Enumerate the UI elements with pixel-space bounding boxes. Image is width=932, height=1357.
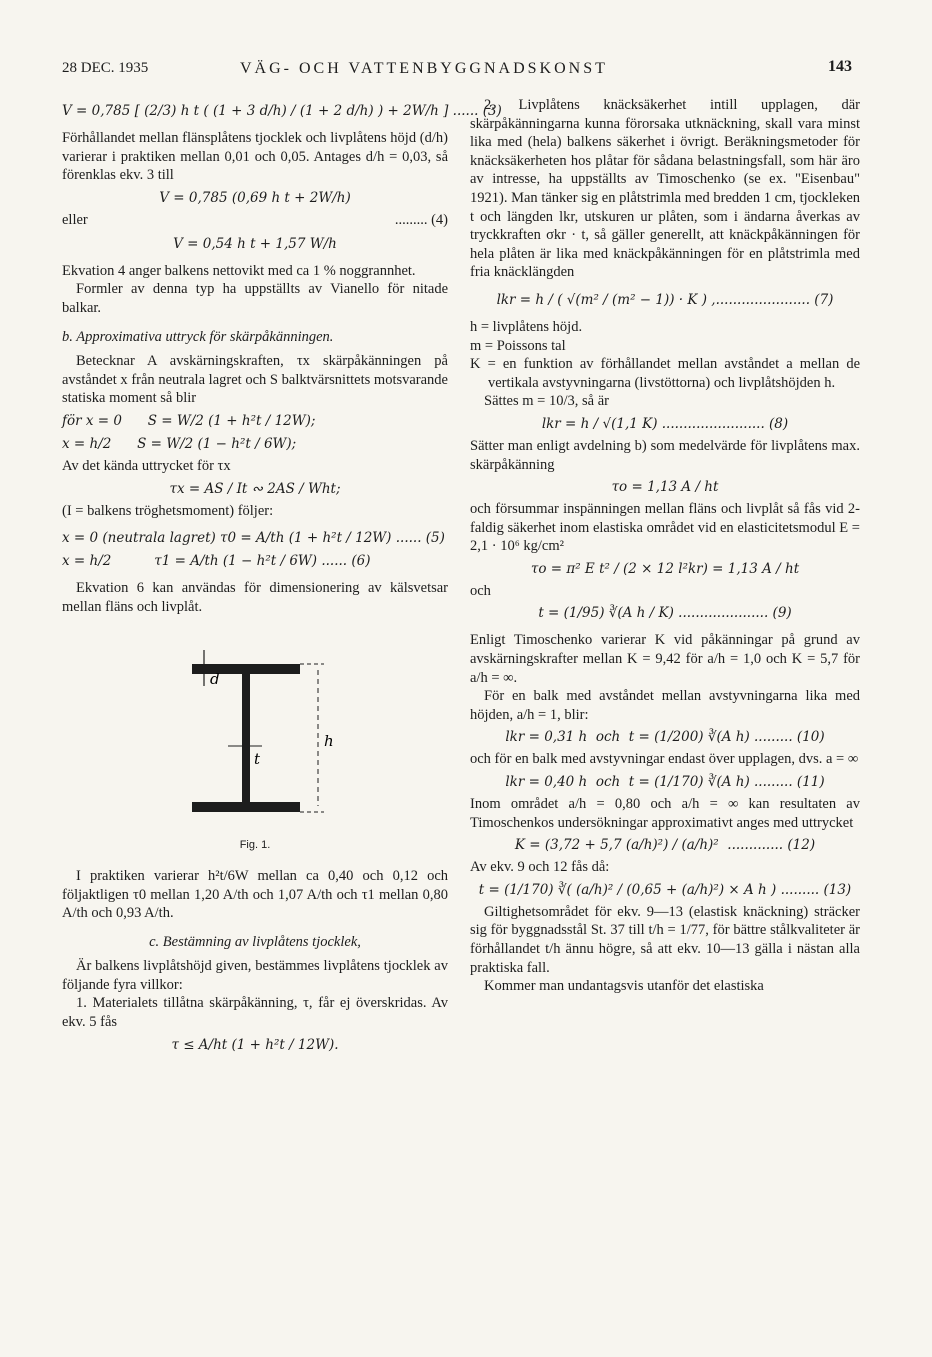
- equation-4-row: [62, 211, 448, 231]
- paragraph: Giltighetsområdet för ekv. 9—13 (elastisk knäckning) sträcker sig för byggnadsstål St. 37 till t/h = 1/77, för bättre stålkvaliteter är förhållandet t/h ännu högre, så att ekv. 10—13 gälla i nästan alla praktiska fall.: [470, 903, 860, 976]
- paragraph: I praktiken varierar h²t/6W mellan ca 0,40 och 0,12 och följaktligen τ0 mellan 1,20 A/th och 1,07 A/th och τ1 mellan 0,80 A/th och 0,93 A/th.: [62, 867, 448, 922]
- equation-final: τ ≤ A/ht (1 + h²t / 12W).: [171, 1036, 339, 1053]
- equation-7: lkr = h / ( √(m² / (m² − 1)) · K ) ,...................... (7): [496, 291, 834, 308]
- issue-date: 28 DEC. 1935: [62, 60, 149, 76]
- equation-3: V = 0,785 [ (2/3) h t ( (1 + 3 d/h) / (1 + 2 d/h) ) + 2W/h ] ...... (3): [62, 103, 502, 119]
- equation-s2: x = h/2 S = W/2 (1 − h²t / 6W);: [62, 435, 297, 452]
- paragraph: Ekvation 4 anger balkens nettovikt med ca 1 % noggrannhet.: [62, 262, 416, 279]
- paragraph: Är balkens livplåtshöjd given, bestämmes livplåtens tjocklek av följande fyra villkor:: [62, 958, 448, 993]
- equation-6: x = h/2 τ1 = A/th (1 − h²t / 6W) ...... (6): [62, 553, 371, 570]
- definition: K = en funktion av förhållandet mellan avståndet a mellan de vertikala avstyvningarna (livstöttorna) och livplåtshöjden h.: [470, 356, 860, 391]
- paragraph: (I = balkens tröghetsmoment) följer:: [62, 502, 274, 519]
- paragraph: och: [470, 582, 491, 599]
- equation-4a: V = 0,785 (0,69 h t + 2W/h): [159, 189, 351, 206]
- paragraph: Sättes m = 10/3, så är: [484, 393, 609, 410]
- paragraph: Enligt Timoschenko varierar K vid påkänningar på grund av avskärningskrafter mellan K = 9,42 för a/h = 1,0 och K = 5,7 för a/h = ∞.: [470, 632, 860, 686]
- equation-9: t = (1/95) ∛(A h / K) ..................... (9): [538, 605, 792, 622]
- definition: m = Poissons tal: [470, 337, 566, 354]
- equation-8: lkr = h / √(1,1 K) ........................ (8): [541, 415, 789, 432]
- bottom-flange: [192, 802, 300, 812]
- right-column: [470, 96, 860, 996]
- paragraph: 2. Livplåtens knäcksäkerhet intill upplagen, där skärpåkänningarna kunna förorsaka utknäckning, skall vara minst lika med (hela) balkens säkerhet i övrigt. Beräkningsmetoder för knäcksäkerheten hos plåtar för sådana belastningsfall, som här äro av intresse, ha uppställts av Timoschenko (se ex. "Eisenbau" 1921). Man tänker sig en plåtstrimla med bredden 1 cm, tjockleken t och längden lkr, utskuren ur plåten, som i ändarna åverkas av tryckkraften σkr · t, så gäller generellt, att knäckpåkänningen för hela plåten är lika med knäckpåkänningen för en plåtstrimla med fria knäcklängden: [470, 97, 860, 281]
- equation-12: K = (3,72 + 5,7 (a/h)²) / (a/h)² ............. (12): [514, 837, 816, 854]
- equation-10: lkr = 0,31 h och t = (1/200) ∛(A h) ......... (10): [505, 729, 825, 746]
- definition: h = livplåtens höjd.: [470, 318, 583, 335]
- paragraph: Av det kända uttrycket för τx: [62, 457, 231, 474]
- figure-1: [62, 630, 448, 830]
- equation-13: t = (1/170) ∛( (a/h)² / (0,65 + (a/h)²) × A h ) ......... (13): [478, 881, 852, 898]
- paragraph: Formler av denna typ ha uppställts av Vianello för nitade balkar.: [62, 281, 448, 316]
- section-heading-c: c. Bestämning av livplåtens tjocklek,: [149, 933, 361, 950]
- equation-s1: för x = 0 S = W/2 (1 + h²t / 12W);: [62, 412, 316, 429]
- paragraph: För en balk med avståndet mellan avstyvningarna lika med höjden, a/h = 1, blir:: [470, 688, 860, 723]
- page-number: 143: [828, 58, 852, 75]
- paragraph: Ekvation 6 kan användas för dimensionering av kälsvetsar mellan fläns och livplåt.: [62, 580, 448, 615]
- left-column: [62, 98, 502, 1058]
- top-flange: [192, 664, 300, 674]
- paragraph: Inom området a/h = 0,80 och a/h = ∞ kan resultaten av Timoschenkos undersökningar approximativt anges med uttrycket: [470, 796, 860, 831]
- i-beam-diagram: [62, 630, 448, 830]
- running-header: [62, 60, 852, 84]
- label-d: d: [210, 670, 220, 689]
- paragraph: och försummar inspänningen mellan fläns och livplåt så fås vid 2-faldig säkerhet inom elastiska området vid en elasticitetsmodul E = 2,1 · 10⁶ kg/cm²: [470, 501, 860, 555]
- paragraph: Förhållandet mellan flänsplåtens tjocklek och livplåtens höjd (d/h) varierar i praktiken mellan 0,01 och 0,05. Antages d/h = 0,03, så förenklas ekv. 3 till: [62, 130, 448, 184]
- journal-title: VÄG- OCH VATTENBYGGNADSKONST: [240, 60, 608, 77]
- equation-5: x = 0 (neutrala lagret) τ0 = A/th (1 + h²t / 12W) ...... (5): [62, 530, 445, 547]
- equation-4-number: ......... (4): [394, 211, 448, 228]
- label-t: t: [254, 750, 261, 769]
- equation-4b: V = 0,54 h t + 1,57 W/h: [173, 235, 337, 252]
- paragraph: och för en balk med avstyvningar endast över upplagen, dvs. a = ∞: [470, 751, 859, 768]
- paragraph: Sätter man enligt avdelning b) som medelvärde för livplåtens max. skärpåkänning: [470, 437, 860, 473]
- paragraph: Betecknar A avskärningskraften, τx skärpåkänningen på avståndet x från neutrala lagret och S balktvärsnittets motsvarande statiska moment så blir: [62, 353, 448, 407]
- section-heading-b: b. Approximativa uttryck för skärpåkänningen.: [62, 328, 334, 345]
- equation-tau: τx = AS / It ∾ 2AS / Wht;: [169, 480, 341, 497]
- paragraph: 1. Materialets tillåtna skärpåkänning, τ, får ej överskridas. Av ekv. 5 fås: [62, 995, 448, 1031]
- figure-caption: Fig. 1.: [239, 839, 271, 852]
- equation-tau0: τo = 1,13 A / ht: [611, 479, 719, 496]
- equation-or: eller: [62, 211, 88, 228]
- equation-11: lkr = 0,40 h och t = (1/170) ∛(A h) ......... (11): [505, 774, 825, 791]
- label-h: h: [324, 732, 334, 751]
- web-plate: [242, 674, 250, 802]
- equation-tauE: τo = π² E t² / (2 × 12 l²kr) = 1,13 A / ht: [530, 560, 800, 577]
- paragraph: Kommer man undantagsvis utanför det elastiska: [484, 978, 764, 995]
- paragraph: Av ekv. 9 och 12 fås då:: [470, 859, 610, 876]
